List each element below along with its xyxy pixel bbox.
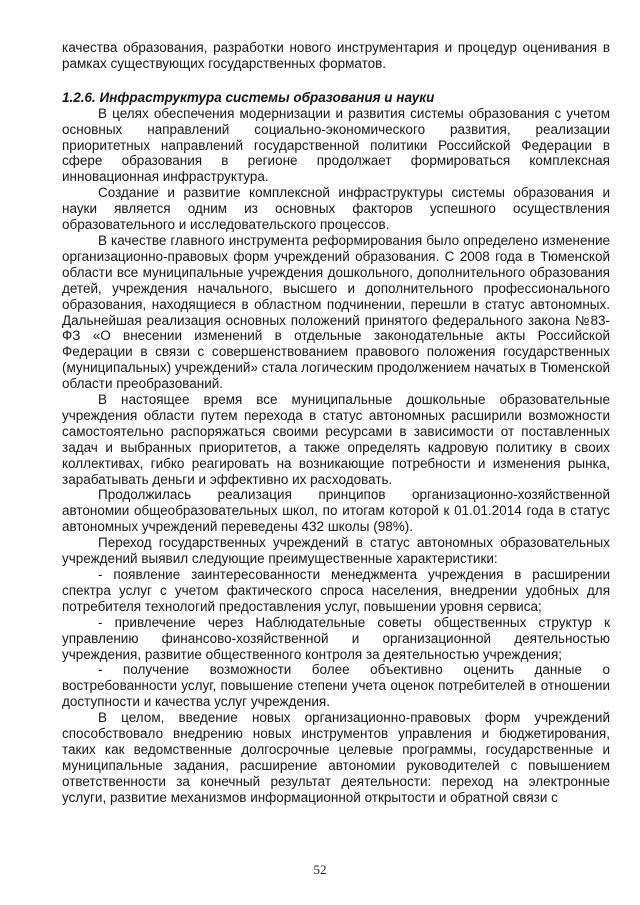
paragraph: Продолжилась реализация принципов организационно-хозяйственной автономии общеобразовательных школ, по итогам которой к 01.01.2014 года в статус автономных учреждений переведены 432 школы (98%). bbox=[62, 487, 610, 535]
page-number: 52 bbox=[313, 862, 327, 877]
closing-paragraph: В целом, введение новых организационно-правовых форм учреждений способствовало внедрению новых инструментов управления и бюджетирования, таких как ведомственные долгосрочные целевые программы, государственные и муниципальные задания, расширение автономии руководителей с повышением ответственности за конечный результат деятельности: переход на электронные услуги, развитие механизмов информационной открытости и обратной связи с bbox=[62, 710, 610, 805]
paragraph: Переход государственных учреждений в статус автономных образовательных учреждений выявил следующие преимущественные характеристики: bbox=[62, 535, 610, 567]
paragraph: В целях обеспечения модернизации и развития системы образования с учетом основных направлений социально-экономического развития, реализации приоритетных направлений государственной политики Российской Федерации в сфере образования в регионе продолжает формироваться комплексная инновационная инфраструктура. bbox=[62, 105, 610, 185]
paragraph: В качестве главного инструмента реформирования было определено изменение организационно-правовых форм учреждений образования. С 2008 года в Тюменской области все муниципальные учреждения дошкольного, дополнительного образования детей, учреждения начального, высшего и дополнительного профессионального образования, находящиеся в областном подчинении, перешли в статус автономных. Дальнейшая реализация основных положений принятого федерального закона №83-ФЗ «О внесении изменений в отдельные законодательные акты Российской Федерации в связи с совершенствованием правового положения государственных (муниципальных) учреждений» стала логическим продолжением начатых в Тюменской области преобразований. bbox=[62, 232, 610, 392]
paragraph: Создание и развитие комплексной инфраструктуры системы образования и науки является одним из основных факторов успешного осуществления образовательного и исследовательского процессов. bbox=[62, 185, 610, 233]
intro-paragraph: качества образования, разработки нового инструментария и процедур оценивания в рамках существующих государственных форматов. bbox=[62, 40, 610, 71]
section-heading: 1.2.6. Инфраструктура системы образования и науки bbox=[62, 89, 435, 105]
paragraph: В настоящее время все муниципальные дошкольные образовательные учреждения области путем перехода в статус автономных расширили возможности самостоятельно распоряжаться своими ресурсами в зависимости от поставленных задач и выбранных приоритетов, а также определять кадровую политику в своих коллективах, гибко реагировать на возникающие потребности и изменения рынка, зарабатывать деньги и эффективно их расходовать. bbox=[62, 392, 610, 487]
list-item: - привлечение через Наблюдательные советы общественных структур к управлению финансово-хозяйственной и организационной деятельностью учреждения, развитие общественного контроля за деятельностью учреждения; bbox=[62, 614, 610, 662]
list-item: - получение возможности более объективно оценить данные о востребованности услуг, повышение степени учета оценок потребителей в отношении доступности и качества услуг учреждения. bbox=[62, 662, 610, 710]
list-item: - появление заинтересованности менеджмента учреждения в расширении спектра услуг с учетом фактического спроса населения, внедрении удобных для потребителя технологий предоставления услуг, повышении уровня сервиса; bbox=[62, 567, 610, 614]
page-content bbox=[62, 40, 610, 806]
